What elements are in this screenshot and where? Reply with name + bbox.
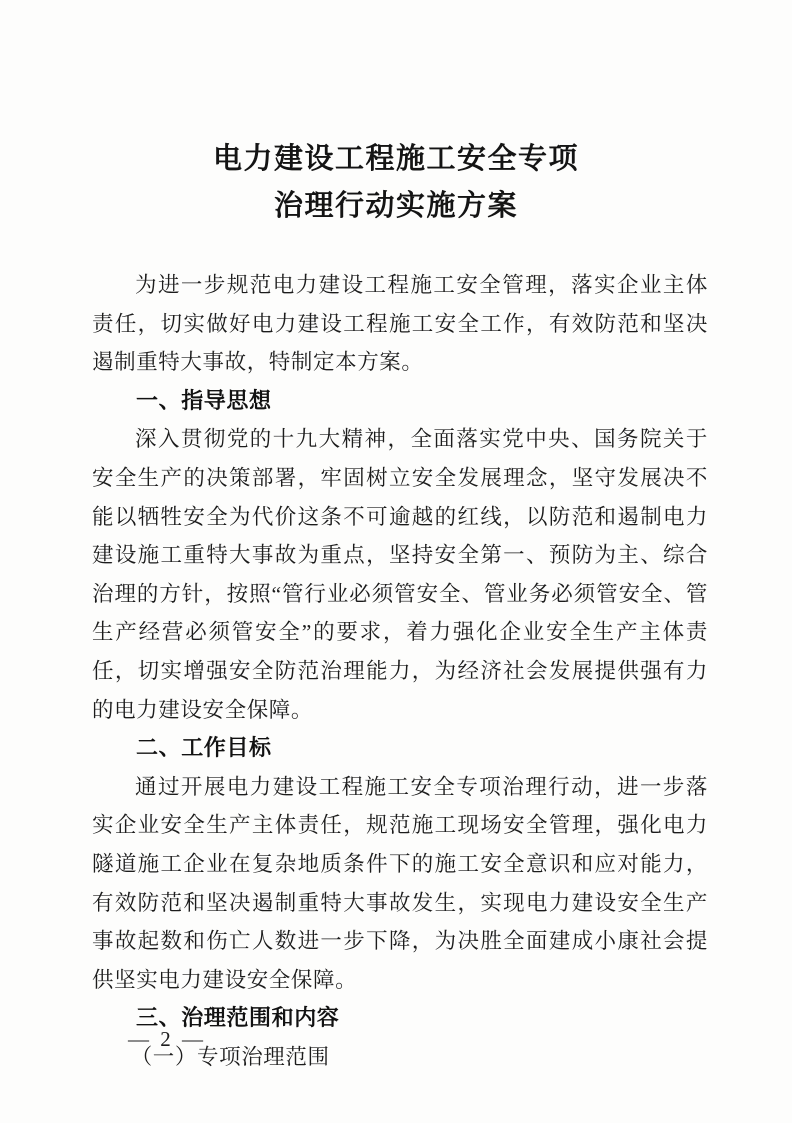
section-3-subheading-1: （一）专项治理范围 xyxy=(130,1044,330,1069)
section-2-heading: 二、工作目标 xyxy=(136,735,272,761)
section-3-heading: 三、治理范围和内容 xyxy=(136,1005,340,1031)
section-1-paragraph: 深入贯彻党的十九大精神，全面落实党中央、国务院关于安全生产的决策部署，牢固树立安全发展理念，坚守发展决不能以牺牲安全为代价这条不可逾越的红线，以防范和遏制电力建设施工重特大事故为重点，坚持安全第一、预防为主、综合治理的方针，按照“管行业必须管安全、管业务必须管安全、管生产经营必须管安全”的要求，着力强化企业安全生产主体责任，切实增强安全防范治理能力，为经济社会发展提供强有力的电力建设安全保障。 xyxy=(92,427,708,722)
document-title xyxy=(0,0,792,230)
section-2-paragraph: 通过开展电力建设工程施工安全专项治理行动，进一步落实企业安全生产主体责任，规范施工现场安全管理，强化电力隧道施工企业在复杂地质条件下的施工安全意识和应对能力，有效防范和坚决遏制重特大事故发生，实现电力建设安全生产事故起数和伤亡人数进一步下降，为决胜全面建成小康社会提供坚实电力建设安全保障。 xyxy=(92,774,708,992)
intro-paragraph: 为进一步规范电力建设工程施工安全管理，落实企业主体责任，切实做好电力建设工程施工安全工作，有效防范和坚决遏制重特大事故，特制定本方案。 xyxy=(92,273,708,375)
document-body xyxy=(92,266,708,1076)
document-title-line-1: 电力建设工程施工安全专项 xyxy=(212,143,579,175)
document-title-line-2: 治理行动实施方案 xyxy=(273,190,518,222)
page-number: — 2 — xyxy=(128,1027,206,1051)
section-1-heading: 一、指导思想 xyxy=(136,387,272,413)
